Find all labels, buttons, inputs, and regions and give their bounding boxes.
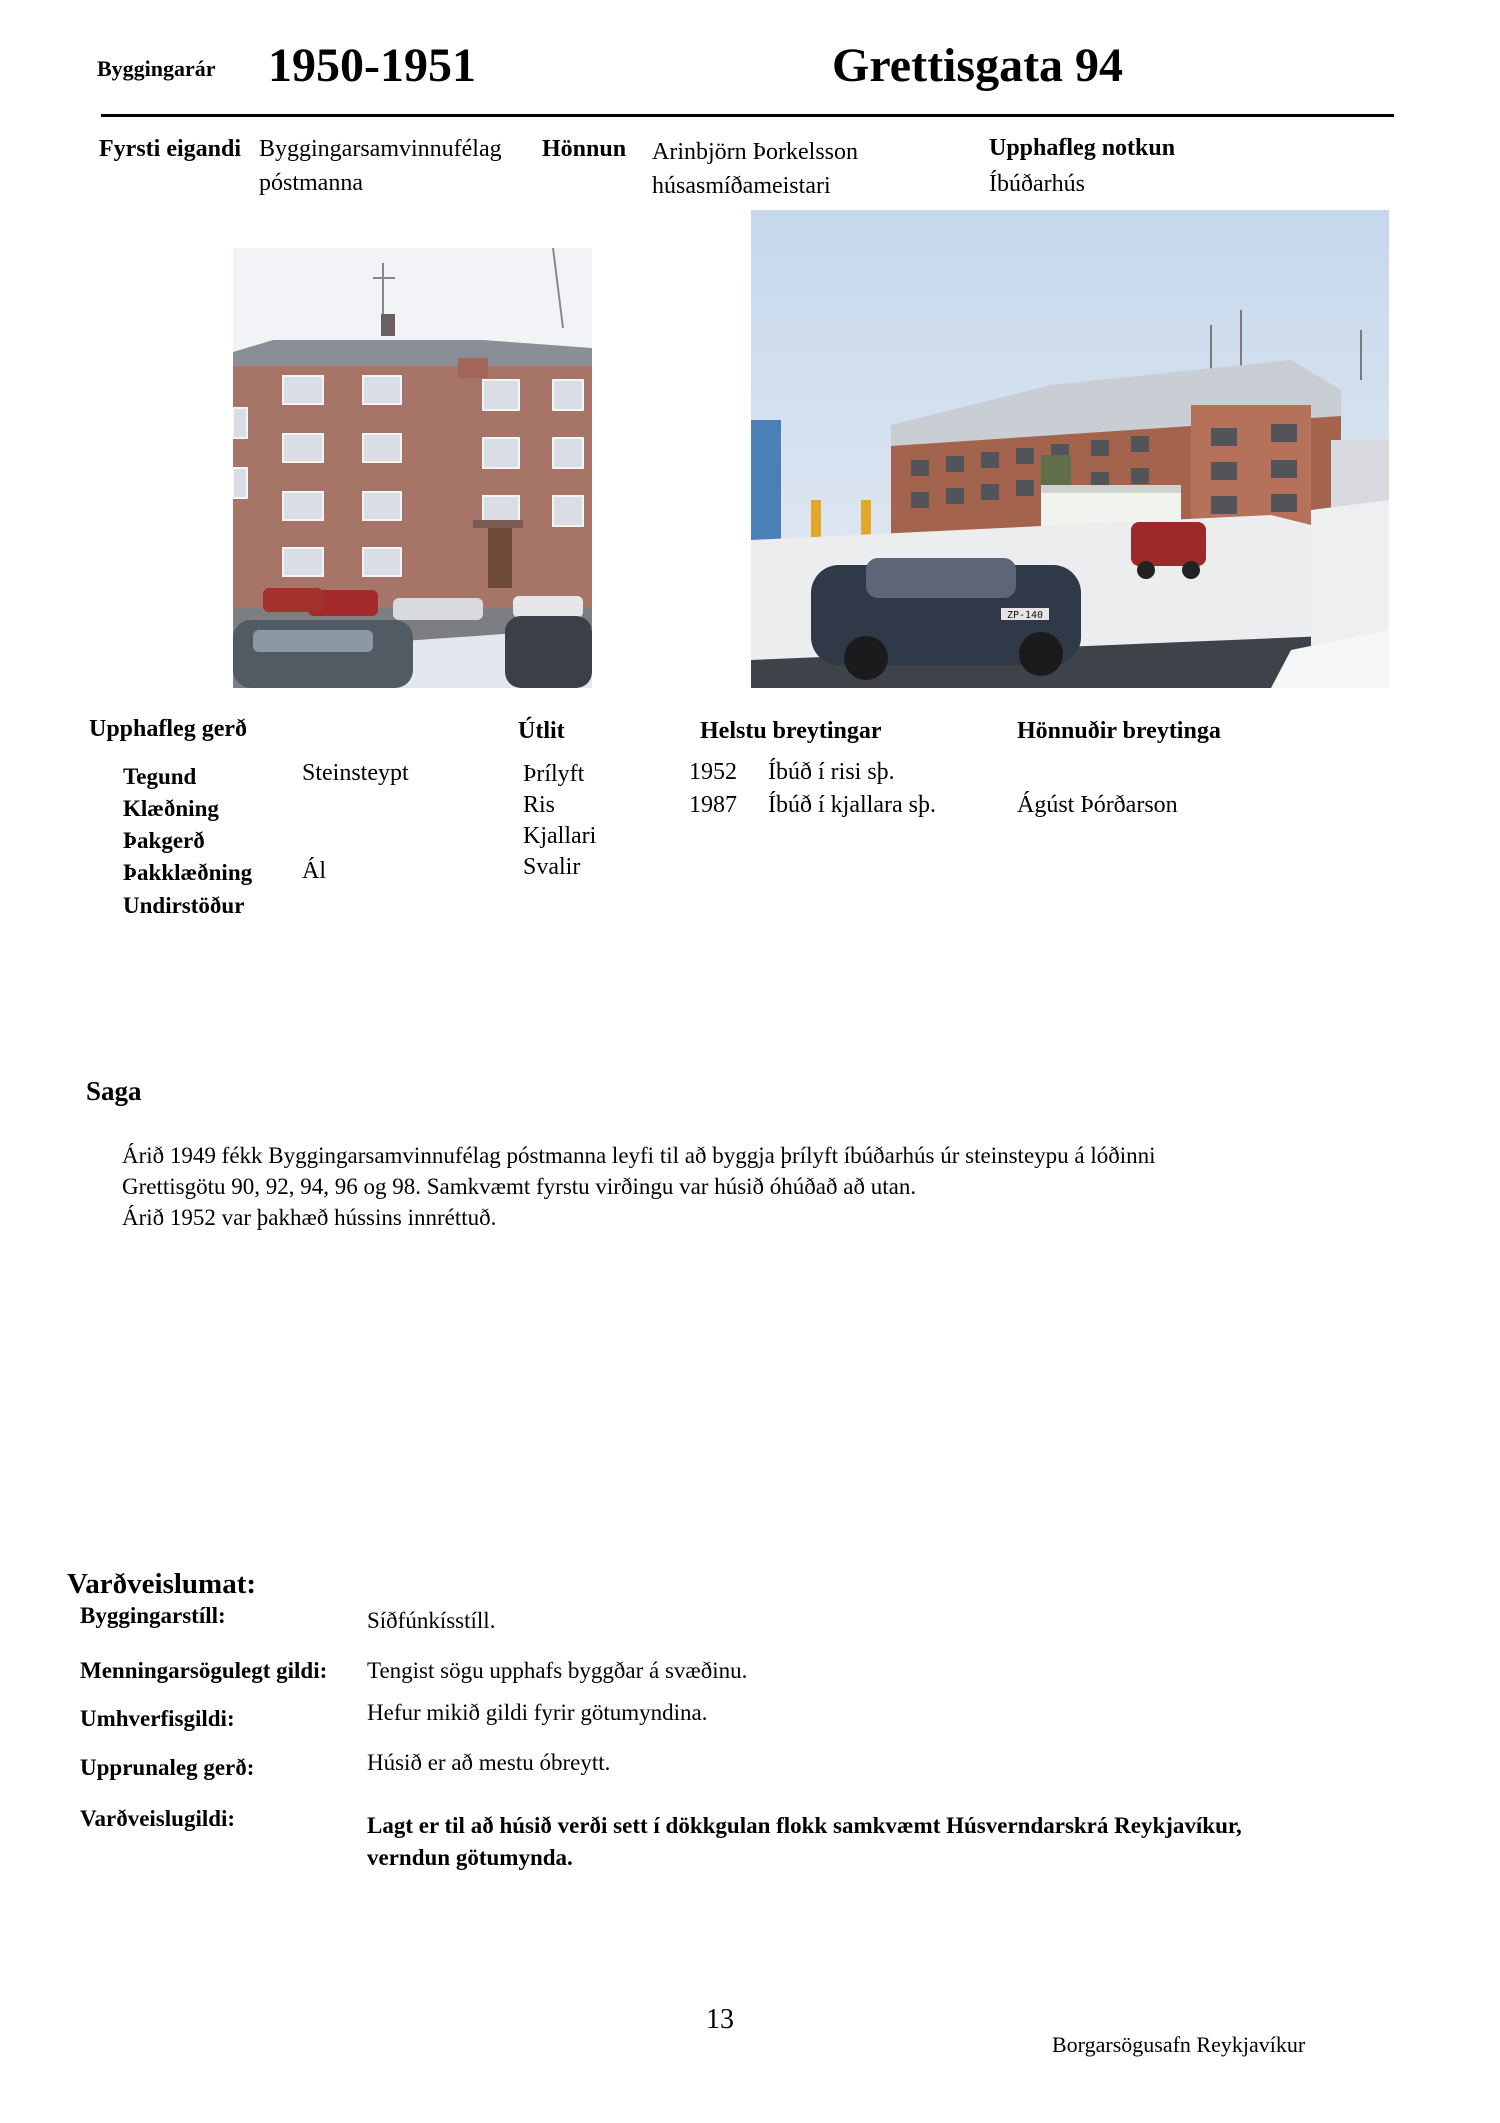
style-label: Byggingarstíll: (80, 1603, 226, 1628)
form-value-type: Steinsteypt (302, 760, 409, 786)
appearance-item: Þrílyft (523, 761, 585, 787)
change-designer: Ágúst Þórðarson (1017, 792, 1178, 818)
environmental-value-text: Hefur mikið gildi fyrir götumyndina. (367, 1700, 708, 1725)
changes-heading: Helstu breytingar (700, 718, 882, 744)
style-value: Síðfúnkísstíll. (367, 1608, 496, 1633)
owner-value: Byggingarsamvinnufélag póstmanna (259, 136, 502, 196)
change-designers-heading: Hönnuðir breytinga (1017, 718, 1221, 744)
publisher-footer: Borgarsögusafn Reykjavíkur (1052, 2032, 1306, 2057)
original-use-value: Íbúðarhús (989, 171, 1085, 197)
form-label-type: Tegund (123, 764, 197, 789)
license-plate-text: ZP-140 (1006, 610, 1044, 621)
designer-value: Arinbjörn Þorkelsson húsasmíðameistari (652, 139, 858, 199)
form-value-roof-cladding: Ál (302, 858, 326, 884)
owner-label: Fyrsti eigandi (99, 136, 241, 162)
change-description: Íbúð í risi sþ. (768, 759, 895, 785)
appearance-item: Kjallari (523, 823, 597, 849)
appearance-heading: Útlit (518, 718, 565, 744)
appearance-item: Svalir (523, 854, 581, 880)
preservation-value-label: Varðveislugildi: (80, 1806, 236, 1831)
original-use-label: Upphafleg notkun (989, 135, 1176, 161)
saga-heading: Saga (86, 1076, 142, 1106)
form-label-foundations: Undirstöður (123, 893, 245, 918)
years-label: Byggingarár (97, 56, 216, 81)
form-label-roof-type: Þakgerð (123, 828, 205, 853)
page-title: Grettisgata 94 (832, 39, 1124, 92)
header-divider (101, 114, 1394, 117)
appearance-list (523, 759, 596, 883)
original-form-heading: Upphafleg gerð (89, 716, 247, 742)
design-label: Hönnun (542, 136, 627, 162)
environmental-value-label: Umhverfisgildi: (80, 1706, 235, 1731)
appearance-item: Ris (523, 792, 556, 818)
cultural-value-label: Menningarsögulegt gildi: (80, 1658, 328, 1683)
page-number: 13 (706, 2004, 734, 2035)
preservation-value-text: Lagt er til að húsið verði sett í dökkgulan flokk samkvæmt Húsverndarskrá Reykjavíkur, verndun götumynda. (367, 1813, 1242, 1870)
change-year: 1952 (689, 759, 737, 785)
street-view-photo (751, 210, 1389, 688)
change-year: 1987 (689, 792, 737, 818)
construction-years: 1950-1951 (268, 39, 476, 92)
change-description: Íbúð í kjallara sþ. (768, 792, 936, 818)
preservation-heading: Varðveislumat: (67, 1568, 257, 1600)
form-label-roof-cladding: Þakklæðning (123, 860, 253, 885)
cultural-value-text: Tengist sögu upphafs byggðar á svæðinu. (367, 1658, 748, 1683)
original-condition-text: Húsið er að mestu óbreytt. (367, 1750, 611, 1775)
building-facade-photo (233, 248, 592, 688)
form-label-cladding: Klæðning (123, 796, 219, 821)
saga-text: Árið 1949 fékk Byggingarsamvinnufélag póstmanna leyfi til að byggja þrílyft íbúðarhús úr steinsteypu á lóðinni Grettisgötu 90, 92, 94, 96 og 98. Samkvæmt fyrstu virðingu var húsið óhúðað að utan. Árið 1952 var þakhæð hússins innréttuð. (122, 1143, 1156, 1230)
original-condition-label: Upprunaleg gerð: (80, 1755, 255, 1780)
